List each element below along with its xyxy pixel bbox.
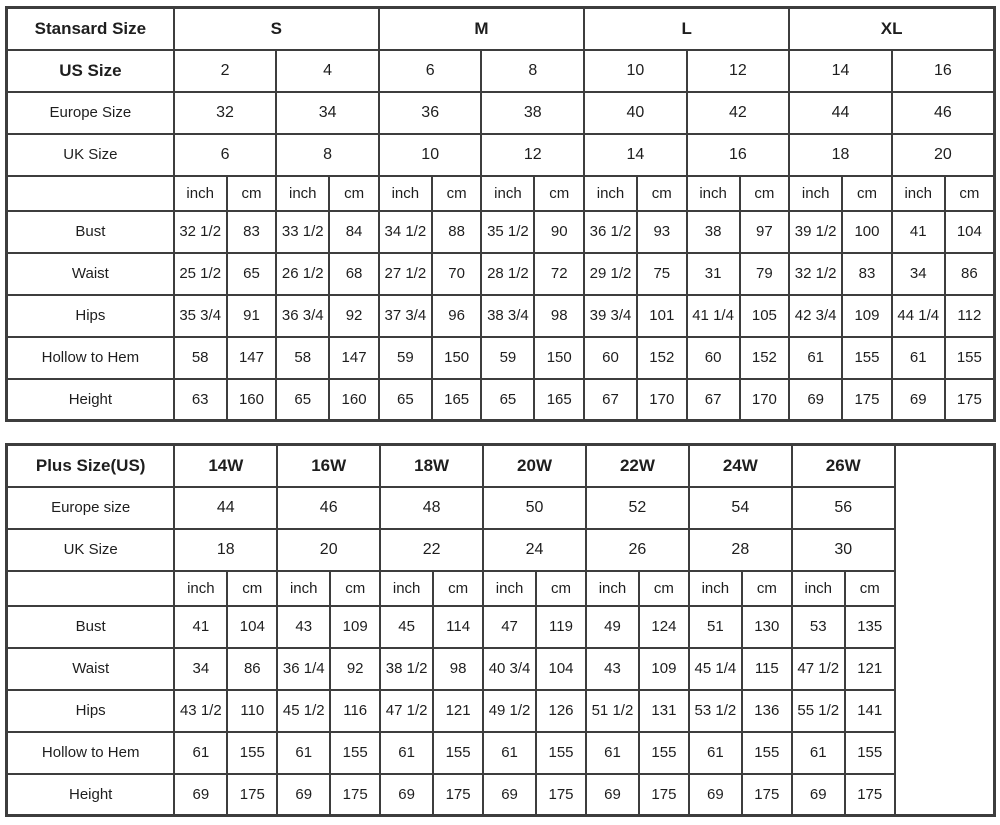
measurement-value-cell: 44 1/4 bbox=[892, 295, 945, 337]
cm-unit-label: cm bbox=[742, 571, 792, 606]
measurement-value-cell: 34 bbox=[892, 253, 945, 295]
table-row bbox=[7, 295, 995, 337]
measurement-value-cell: 60 bbox=[687, 337, 740, 379]
uk-size-value-cell: 24 bbox=[483, 529, 586, 571]
us-size-value-cell: 12 bbox=[687, 50, 790, 92]
measurement-value-cell: 32 1/2 bbox=[789, 253, 842, 295]
measurement-value-cell: 33 1/2 bbox=[276, 211, 329, 253]
measurement-row-label: Hollow to Hem bbox=[7, 337, 174, 379]
measurement-value-cell: 69 bbox=[380, 774, 433, 816]
measurement-value-cell: 112 bbox=[945, 295, 995, 337]
measurement-value-cell: 43 bbox=[586, 648, 639, 690]
measurement-value-cell: 53 1/2 bbox=[689, 690, 742, 732]
inch-unit-label: inch bbox=[380, 571, 433, 606]
table-row bbox=[7, 445, 995, 487]
measurement-value-cell: 90 bbox=[534, 211, 584, 253]
uk-size-value-cell: 8 bbox=[276, 134, 379, 176]
measurement-value-cell: 147 bbox=[329, 337, 379, 379]
measurement-value-cell: 29 1/2 bbox=[584, 253, 637, 295]
cm-unit-label: cm bbox=[536, 571, 586, 606]
us-size-value-cell: 2 bbox=[174, 50, 277, 92]
measurement-value-cell: 69 bbox=[586, 774, 639, 816]
inch-unit-label: inch bbox=[789, 176, 842, 211]
uk-size-value-cell: 28 bbox=[689, 529, 792, 571]
measurement-value-cell: 47 bbox=[483, 606, 536, 648]
us-size-value-cell: 14 bbox=[789, 50, 892, 92]
measurement-value-cell: 67 bbox=[687, 379, 740, 421]
measurement-value-cell: 119 bbox=[536, 606, 586, 648]
cm-unit-label: cm bbox=[945, 176, 995, 211]
size-group-cell: 18W bbox=[380, 445, 483, 487]
measurement-value-cell: 109 bbox=[639, 648, 689, 690]
cm-unit-label: cm bbox=[842, 176, 892, 211]
empty-column-cell bbox=[895, 445, 995, 816]
measurement-value-cell: 38 1/2 bbox=[380, 648, 433, 690]
uk-size-value-cell: 30 bbox=[792, 529, 895, 571]
measurement-value-cell: 175 bbox=[639, 774, 689, 816]
measurement-value-cell: 47 1/2 bbox=[380, 690, 433, 732]
standard-size-table bbox=[5, 6, 996, 422]
measurement-row-label: Height bbox=[7, 774, 175, 816]
measurement-value-cell: 83 bbox=[842, 253, 892, 295]
measurement-value-cell: 58 bbox=[174, 337, 227, 379]
measurement-value-cell: 59 bbox=[379, 337, 432, 379]
cm-unit-label: cm bbox=[534, 176, 584, 211]
uk-size-value-cell: 18 bbox=[789, 134, 892, 176]
measurement-value-cell: 91 bbox=[227, 295, 277, 337]
measurement-value-cell: 135 bbox=[845, 606, 895, 648]
uk-size-label: UK Size bbox=[7, 529, 175, 571]
size-group-cell: 16W bbox=[277, 445, 380, 487]
measurement-value-cell: 98 bbox=[534, 295, 584, 337]
measurement-value-cell: 147 bbox=[227, 337, 277, 379]
measurement-value-cell: 170 bbox=[637, 379, 687, 421]
cm-unit-label: cm bbox=[227, 176, 277, 211]
uk-size-value-cell: 26 bbox=[586, 529, 689, 571]
measurement-value-cell: 75 bbox=[637, 253, 687, 295]
size-group-cell: M bbox=[379, 8, 584, 50]
measurement-value-cell: 61 bbox=[277, 732, 330, 774]
us-size-value-cell: 6 bbox=[379, 50, 482, 92]
measurement-value-cell: 69 bbox=[483, 774, 536, 816]
measurement-value-cell: 175 bbox=[227, 774, 277, 816]
measurement-value-cell: 43 bbox=[277, 606, 330, 648]
measurement-value-cell: 61 bbox=[174, 732, 227, 774]
measurement-value-cell: 150 bbox=[534, 337, 584, 379]
measurement-value-cell: 97 bbox=[740, 211, 790, 253]
table-row bbox=[7, 606, 995, 648]
measurement-value-cell: 124 bbox=[639, 606, 689, 648]
table-row bbox=[7, 571, 995, 606]
europe-size-label: Europe Size bbox=[7, 92, 174, 134]
measurement-value-cell: 49 1/2 bbox=[483, 690, 536, 732]
europe-size-value-cell: 44 bbox=[789, 92, 892, 134]
size-group-cell: 22W bbox=[586, 445, 689, 487]
table-row bbox=[7, 487, 995, 529]
measurement-value-cell: 121 bbox=[433, 690, 483, 732]
measurement-value-cell: 43 1/2 bbox=[174, 690, 227, 732]
measurement-value-cell: 155 bbox=[433, 732, 483, 774]
measurement-value-cell: 65 bbox=[379, 379, 432, 421]
measurement-value-cell: 61 bbox=[380, 732, 433, 774]
measurement-value-cell: 170 bbox=[740, 379, 790, 421]
measurement-value-cell: 136 bbox=[742, 690, 792, 732]
europe-size-value-cell: 36 bbox=[379, 92, 482, 134]
measurement-value-cell: 61 bbox=[586, 732, 639, 774]
cm-unit-label: cm bbox=[432, 176, 482, 211]
measurement-value-cell: 36 1/4 bbox=[277, 648, 330, 690]
europe-size-value-cell: 38 bbox=[481, 92, 584, 134]
cm-unit-label: cm bbox=[433, 571, 483, 606]
table-row bbox=[7, 50, 995, 92]
measurement-value-cell: 160 bbox=[329, 379, 379, 421]
uk-size-value-cell: 20 bbox=[892, 134, 995, 176]
table-row bbox=[7, 134, 995, 176]
measurement-value-cell: 98 bbox=[433, 648, 483, 690]
table-row bbox=[7, 8, 995, 50]
us-size-value-cell: 8 bbox=[481, 50, 584, 92]
measurement-value-cell: 155 bbox=[845, 732, 895, 774]
us-size-value-cell: 4 bbox=[276, 50, 379, 92]
measurement-row-label: Hips bbox=[7, 690, 175, 732]
measurement-value-cell: 39 1/2 bbox=[789, 211, 842, 253]
cm-unit-label: cm bbox=[330, 571, 380, 606]
measurement-value-cell: 130 bbox=[742, 606, 792, 648]
measurement-value-cell: 83 bbox=[227, 211, 277, 253]
size-group-cell: 20W bbox=[483, 445, 586, 487]
uk-size-value-cell: 12 bbox=[481, 134, 584, 176]
table-row bbox=[7, 648, 995, 690]
europe-size-value-cell: 32 bbox=[174, 92, 277, 134]
measurement-value-cell: 25 1/2 bbox=[174, 253, 227, 295]
measurement-value-cell: 152 bbox=[637, 337, 687, 379]
measurement-value-cell: 65 bbox=[276, 379, 329, 421]
measurement-value-cell: 165 bbox=[432, 379, 482, 421]
uk-size-label: UK Size bbox=[7, 134, 174, 176]
size-group-cell: 24W bbox=[689, 445, 792, 487]
measurement-value-cell: 69 bbox=[277, 774, 330, 816]
measurement-value-cell: 115 bbox=[742, 648, 792, 690]
europe-size-value-cell: 40 bbox=[584, 92, 687, 134]
measurement-value-cell: 61 bbox=[689, 732, 742, 774]
measurement-row-label: Waist bbox=[7, 648, 175, 690]
measurement-value-cell: 59 bbox=[481, 337, 534, 379]
measurement-value-cell: 155 bbox=[227, 732, 277, 774]
measurement-value-cell: 65 bbox=[227, 253, 277, 295]
measurement-value-cell: 69 bbox=[689, 774, 742, 816]
size-group-cell: L bbox=[584, 8, 789, 50]
measurement-value-cell: 58 bbox=[276, 337, 329, 379]
measurement-value-cell: 96 bbox=[432, 295, 482, 337]
table-row bbox=[7, 253, 995, 295]
europe-size-value-cell: 52 bbox=[586, 487, 689, 529]
inch-unit-label: inch bbox=[792, 571, 845, 606]
table-row bbox=[7, 379, 995, 421]
measurement-value-cell: 175 bbox=[945, 379, 995, 421]
units-spacer-cell bbox=[7, 176, 174, 211]
measurement-value-cell: 88 bbox=[432, 211, 482, 253]
measurement-value-cell: 101 bbox=[637, 295, 687, 337]
measurement-value-cell: 92 bbox=[329, 295, 379, 337]
inch-unit-label: inch bbox=[174, 571, 227, 606]
us-size-label: US Size bbox=[7, 50, 174, 92]
inch-unit-label: inch bbox=[174, 176, 227, 211]
measurement-value-cell: 55 1/2 bbox=[792, 690, 845, 732]
size-group-cell: XL bbox=[789, 8, 994, 50]
measurement-value-cell: 104 bbox=[945, 211, 995, 253]
inch-unit-label: inch bbox=[892, 176, 945, 211]
inch-unit-label: inch bbox=[277, 571, 330, 606]
size-group-cell: S bbox=[174, 8, 379, 50]
measurement-value-cell: 79 bbox=[740, 253, 790, 295]
measurement-value-cell: 70 bbox=[432, 253, 482, 295]
uk-size-value-cell: 14 bbox=[584, 134, 687, 176]
measurement-value-cell: 160 bbox=[227, 379, 277, 421]
measurement-value-cell: 114 bbox=[433, 606, 483, 648]
measurement-value-cell: 155 bbox=[639, 732, 689, 774]
measurement-value-cell: 38 bbox=[687, 211, 740, 253]
uk-size-value-cell: 6 bbox=[174, 134, 277, 176]
measurement-value-cell: 61 bbox=[789, 337, 842, 379]
measurement-value-cell: 155 bbox=[330, 732, 380, 774]
table-row bbox=[7, 529, 995, 571]
measurement-value-cell: 61 bbox=[892, 337, 945, 379]
measurement-value-cell: 109 bbox=[842, 295, 892, 337]
measurement-value-cell: 69 bbox=[174, 774, 227, 816]
measurement-value-cell: 36 3/4 bbox=[276, 295, 329, 337]
table-row bbox=[7, 774, 995, 816]
cm-unit-label: cm bbox=[639, 571, 689, 606]
measurement-value-cell: 39 3/4 bbox=[584, 295, 637, 337]
measurement-value-cell: 69 bbox=[892, 379, 945, 421]
measurement-row-label: Hips bbox=[7, 295, 174, 337]
measurement-value-cell: 126 bbox=[536, 690, 586, 732]
inch-unit-label: inch bbox=[687, 176, 740, 211]
measurement-value-cell: 165 bbox=[534, 379, 584, 421]
inch-unit-label: inch bbox=[276, 176, 329, 211]
measurement-value-cell: 40 3/4 bbox=[483, 648, 536, 690]
measurement-value-cell: 68 bbox=[329, 253, 379, 295]
europe-size-value-cell: 34 bbox=[276, 92, 379, 134]
measurement-value-cell: 110 bbox=[227, 690, 277, 732]
measurement-value-cell: 93 bbox=[637, 211, 687, 253]
table-row bbox=[7, 92, 995, 134]
europe-size-value-cell: 46 bbox=[892, 92, 995, 134]
measurement-value-cell: 47 1/2 bbox=[792, 648, 845, 690]
measurement-value-cell: 84 bbox=[329, 211, 379, 253]
units-spacer-cell bbox=[7, 571, 175, 606]
measurement-value-cell: 67 bbox=[584, 379, 637, 421]
measurement-value-cell: 105 bbox=[740, 295, 790, 337]
measurement-value-cell: 42 3/4 bbox=[789, 295, 842, 337]
table-row bbox=[7, 211, 995, 253]
measurement-value-cell: 41 bbox=[892, 211, 945, 253]
size-group-cell: 26W bbox=[792, 445, 895, 487]
europe-size-label: Europe size bbox=[7, 487, 175, 529]
size-group-cell: 14W bbox=[174, 445, 277, 487]
measurement-value-cell: 116 bbox=[330, 690, 380, 732]
measurement-row-label: Height bbox=[7, 379, 174, 421]
measurement-value-cell: 104 bbox=[227, 606, 277, 648]
measurement-row-label: Bust bbox=[7, 211, 174, 253]
measurement-value-cell: 28 1/2 bbox=[481, 253, 534, 295]
cm-unit-label: cm bbox=[740, 176, 790, 211]
measurement-value-cell: 131 bbox=[639, 690, 689, 732]
us-size-value-cell: 10 bbox=[584, 50, 687, 92]
uk-size-value-cell: 10 bbox=[379, 134, 482, 176]
measurement-value-cell: 155 bbox=[945, 337, 995, 379]
measurement-value-cell: 175 bbox=[742, 774, 792, 816]
uk-size-value-cell: 18 bbox=[174, 529, 277, 571]
inch-unit-label: inch bbox=[586, 571, 639, 606]
measurement-value-cell: 45 bbox=[380, 606, 433, 648]
measurement-value-cell: 69 bbox=[789, 379, 842, 421]
measurement-value-cell: 35 1/2 bbox=[481, 211, 534, 253]
europe-size-value-cell: 42 bbox=[687, 92, 790, 134]
measurement-value-cell: 45 1/2 bbox=[277, 690, 330, 732]
us-size-value-cell: 16 bbox=[892, 50, 995, 92]
measurement-value-cell: 121 bbox=[845, 648, 895, 690]
table-row bbox=[7, 337, 995, 379]
measurement-value-cell: 65 bbox=[481, 379, 534, 421]
measurement-value-cell: 34 1/2 bbox=[379, 211, 432, 253]
measurement-value-cell: 72 bbox=[534, 253, 584, 295]
measurement-value-cell: 27 1/2 bbox=[379, 253, 432, 295]
table-row bbox=[7, 690, 995, 732]
inch-unit-label: inch bbox=[689, 571, 742, 606]
measurement-value-cell: 51 bbox=[689, 606, 742, 648]
uk-size-value-cell: 22 bbox=[380, 529, 483, 571]
measurement-value-cell: 38 3/4 bbox=[481, 295, 534, 337]
measurement-value-cell: 175 bbox=[536, 774, 586, 816]
cm-unit-label: cm bbox=[845, 571, 895, 606]
measurement-value-cell: 150 bbox=[432, 337, 482, 379]
cm-unit-label: cm bbox=[637, 176, 687, 211]
measurement-value-cell: 26 1/2 bbox=[276, 253, 329, 295]
measurement-value-cell: 100 bbox=[842, 211, 892, 253]
table-row bbox=[7, 732, 995, 774]
measurement-value-cell: 61 bbox=[483, 732, 536, 774]
inch-unit-label: inch bbox=[483, 571, 536, 606]
europe-size-value-cell: 50 bbox=[483, 487, 586, 529]
measurement-value-cell: 41 1/4 bbox=[687, 295, 740, 337]
measurement-value-cell: 51 1/2 bbox=[586, 690, 639, 732]
measurement-row-label: Waist bbox=[7, 253, 174, 295]
cm-unit-label: cm bbox=[329, 176, 379, 211]
measurement-row-label: Bust bbox=[7, 606, 175, 648]
europe-size-value-cell: 44 bbox=[174, 487, 277, 529]
corner-label: Stansard Size bbox=[7, 8, 174, 50]
corner-label: Plus Size(US) bbox=[7, 445, 175, 487]
measurement-value-cell: 34 bbox=[174, 648, 227, 690]
cm-unit-label: cm bbox=[227, 571, 277, 606]
measurement-value-cell: 32 1/2 bbox=[174, 211, 227, 253]
inch-unit-label: inch bbox=[584, 176, 637, 211]
measurement-value-cell: 60 bbox=[584, 337, 637, 379]
table-row bbox=[7, 176, 995, 211]
measurement-value-cell: 175 bbox=[845, 774, 895, 816]
europe-size-value-cell: 46 bbox=[277, 487, 380, 529]
measurement-value-cell: 69 bbox=[792, 774, 845, 816]
measurement-value-cell: 31 bbox=[687, 253, 740, 295]
uk-size-value-cell: 20 bbox=[277, 529, 380, 571]
measurement-value-cell: 37 3/4 bbox=[379, 295, 432, 337]
measurement-value-cell: 175 bbox=[842, 379, 892, 421]
measurement-value-cell: 155 bbox=[842, 337, 892, 379]
measurement-row-label: Hollow to Hem bbox=[7, 732, 175, 774]
measurement-value-cell: 49 bbox=[586, 606, 639, 648]
measurement-value-cell: 152 bbox=[740, 337, 790, 379]
measurement-value-cell: 36 1/2 bbox=[584, 211, 637, 253]
measurement-value-cell: 175 bbox=[433, 774, 483, 816]
measurement-value-cell: 45 1/4 bbox=[689, 648, 742, 690]
measurement-value-cell: 61 bbox=[792, 732, 845, 774]
measurement-value-cell: 63 bbox=[174, 379, 227, 421]
measurement-value-cell: 109 bbox=[330, 606, 380, 648]
measurement-value-cell: 155 bbox=[536, 732, 586, 774]
measurement-value-cell: 92 bbox=[330, 648, 380, 690]
europe-size-value-cell: 56 bbox=[792, 487, 895, 529]
inch-unit-label: inch bbox=[379, 176, 432, 211]
measurement-value-cell: 86 bbox=[227, 648, 277, 690]
measurement-value-cell: 35 3/4 bbox=[174, 295, 227, 337]
measurement-value-cell: 41 bbox=[174, 606, 227, 648]
measurement-value-cell: 175 bbox=[330, 774, 380, 816]
europe-size-value-cell: 48 bbox=[380, 487, 483, 529]
europe-size-value-cell: 54 bbox=[689, 487, 792, 529]
plus-size-table bbox=[5, 443, 996, 817]
uk-size-value-cell: 16 bbox=[687, 134, 790, 176]
inch-unit-label: inch bbox=[481, 176, 534, 211]
measurement-value-cell: 155 bbox=[742, 732, 792, 774]
measurement-value-cell: 53 bbox=[792, 606, 845, 648]
measurement-value-cell: 141 bbox=[845, 690, 895, 732]
measurement-value-cell: 104 bbox=[536, 648, 586, 690]
measurement-value-cell: 86 bbox=[945, 253, 995, 295]
